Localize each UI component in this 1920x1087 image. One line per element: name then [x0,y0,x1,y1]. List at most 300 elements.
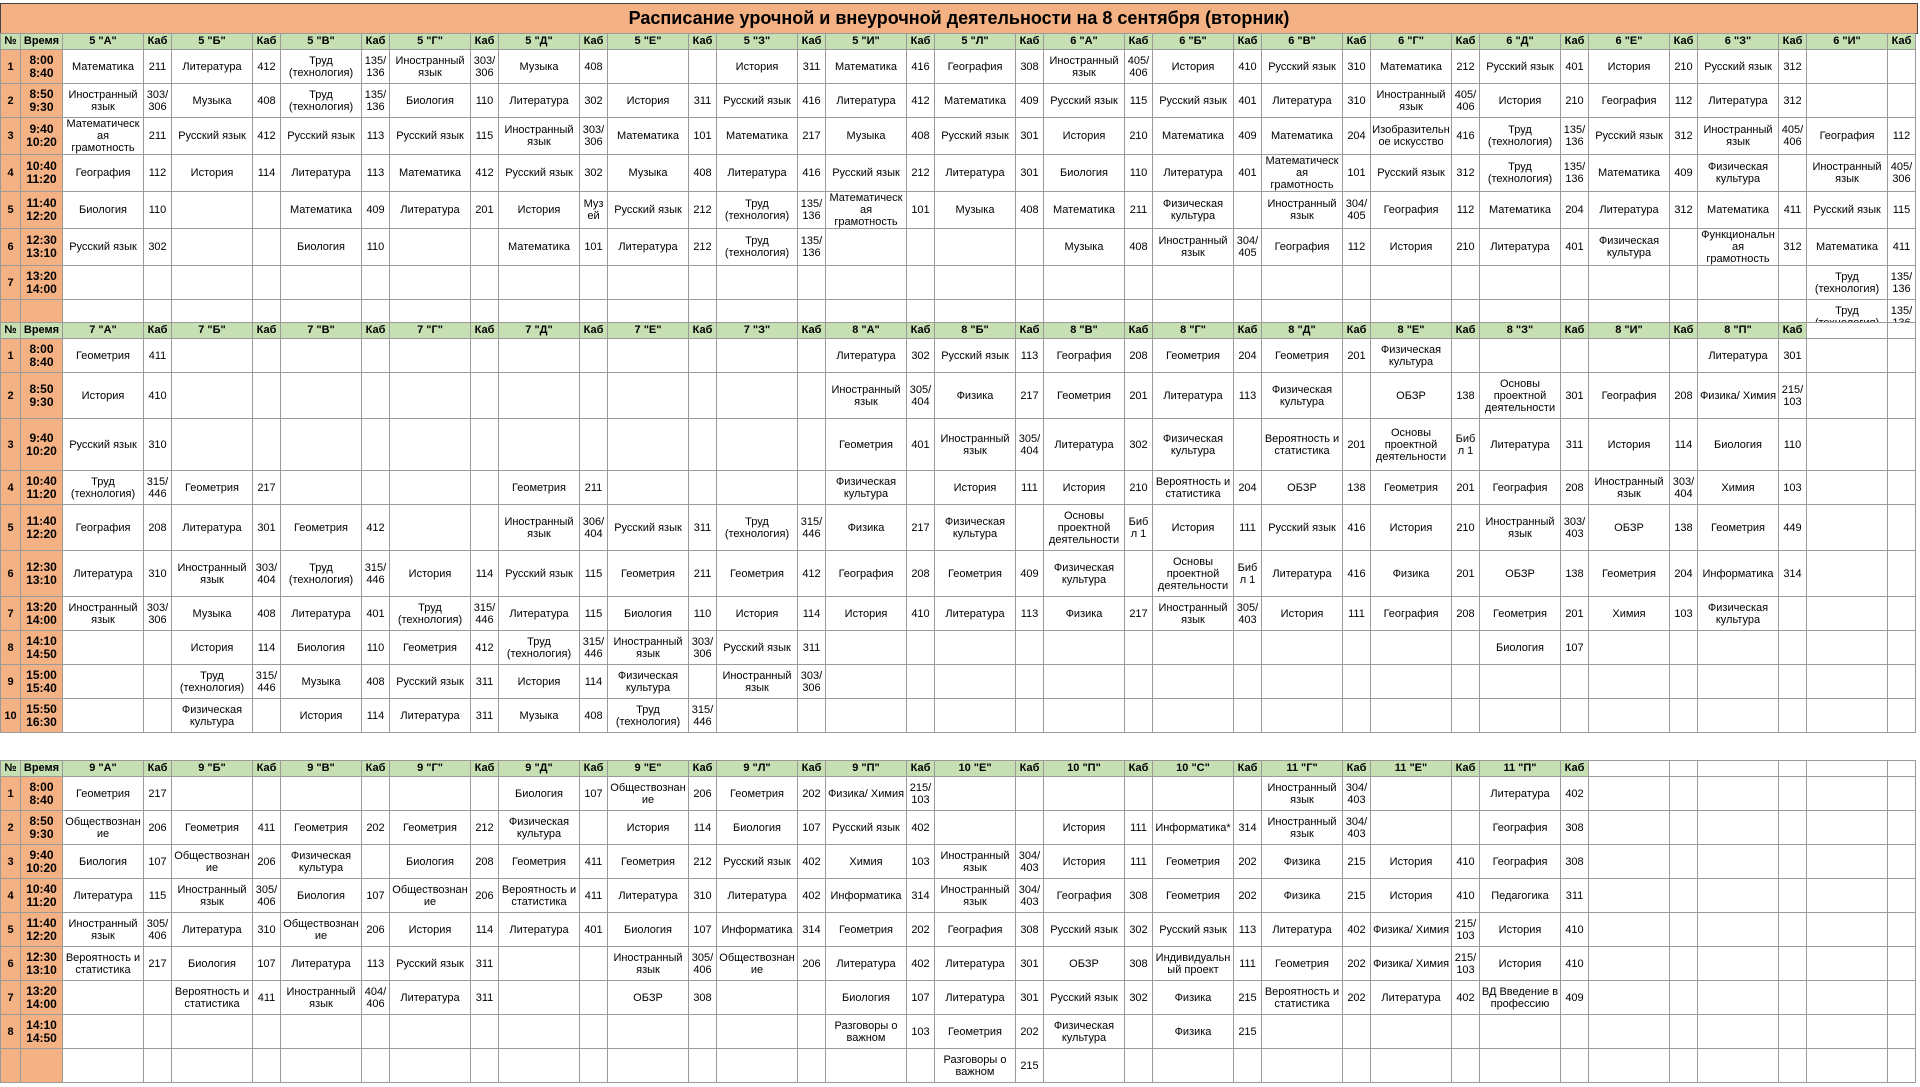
subject-cell[interactable]: Изобразительное искусство [1371,118,1452,155]
room-cell[interactable] [1234,631,1262,665]
subject-cell[interactable]: Литература [172,913,253,947]
subject-cell[interactable] [281,1049,362,1083]
room-cell[interactable]: 206 [471,879,499,913]
room-cell[interactable] [471,373,499,419]
room-cell[interactable]: 301 [1016,155,1044,192]
room-cell[interactable] [1016,777,1044,811]
room-cell[interactable] [580,339,608,373]
room-cell[interactable]: 107 [798,811,826,845]
room-cell[interactable]: 202 [1234,845,1262,879]
subject-cell[interactable] [1589,665,1670,699]
subject-cell[interactable] [281,373,362,419]
room-cell[interactable] [1234,699,1262,733]
subject-cell[interactable] [1371,631,1452,665]
room-cell[interactable] [1016,229,1044,266]
room-cell[interactable]: 411 [253,811,281,845]
subject-cell[interactable] [1371,699,1452,733]
room-cell[interactable] [1016,665,1044,699]
subject-cell[interactable]: Математика [63,50,144,84]
room-cell[interactable]: 301 [1779,339,1807,373]
room-cell[interactable]: 138 [1343,471,1371,505]
room-cell[interactable]: 402 [907,947,935,981]
room-cell[interactable] [144,266,172,300]
room-cell[interactable] [144,981,172,1015]
room-cell[interactable]: 305/ 403 [1234,597,1262,631]
room-cell[interactable]: 112 [1452,192,1480,229]
room-cell[interactable]: 311 [798,50,826,84]
room-cell[interactable]: 211 [689,551,717,597]
empty-cell[interactable] [1888,913,1916,947]
subject-cell[interactable] [172,229,253,266]
subject-cell[interactable]: Физика/ Химия [1698,373,1779,419]
room-cell[interactable]: 115 [580,551,608,597]
room-cell[interactable] [1343,665,1371,699]
subject-cell[interactable] [1807,50,1888,84]
room-cell[interactable]: 304/ 405 [1234,229,1262,266]
subject-cell[interactable]: Биология [172,947,253,981]
empty-cell[interactable] [1807,505,1888,551]
subject-cell[interactable]: Труд (технология) [281,50,362,84]
room-cell[interactable]: 308 [1016,913,1044,947]
room-cell[interactable]: 212 [471,811,499,845]
room-cell[interactable]: 201 [1452,551,1480,597]
subject-cell[interactable] [1262,1049,1343,1083]
subject-cell[interactable]: Функциональная грамотность [1698,229,1779,266]
subject-cell[interactable]: Геометрия [717,777,798,811]
subject-cell[interactable]: Физическая культура [608,665,689,699]
subject-cell[interactable]: Математика [390,155,471,192]
subject-cell[interactable]: Литература [499,913,580,947]
subject-cell[interactable]: Русский язык [1153,84,1234,118]
subject-cell[interactable]: Обществознание [608,777,689,811]
subject-cell[interactable]: Русский язык [1371,155,1452,192]
room-cell[interactable]: 110 [471,84,499,118]
subject-cell[interactable] [935,699,1016,733]
subject-cell[interactable]: ОБЗР [1262,471,1343,505]
room-cell[interactable]: 311 [471,665,499,699]
subject-cell[interactable]: Разговоры о важном [935,1049,1016,1083]
room-cell[interactable]: 411 [1779,192,1807,229]
empty-cell[interactable] [1807,845,1888,879]
subject-cell[interactable]: Биология [826,981,907,1015]
subject-cell[interactable] [717,1015,798,1049]
room-cell[interactable]: 202 [1343,947,1371,981]
subject-cell[interactable] [1262,266,1343,300]
room-cell[interactable]: 308 [1125,947,1153,981]
room-cell[interactable]: 208 [907,551,935,597]
subject-cell[interactable]: Биология [717,811,798,845]
subject-cell[interactable] [1807,84,1888,118]
subject-cell[interactable] [499,373,580,419]
room-cell[interactable]: 113 [362,118,390,155]
subject-cell[interactable]: Физика [1262,845,1343,879]
subject-cell[interactable]: История [172,631,253,665]
room-cell[interactable] [253,1015,281,1049]
subject-cell[interactable]: Иностранный язык [717,665,798,699]
room-cell[interactable] [1779,665,1807,699]
room-cell[interactable]: 204 [1343,118,1371,155]
subject-cell[interactable]: Иностранный язык [63,913,144,947]
subject-cell[interactable]: Геометрия [172,811,253,845]
subject-cell[interactable]: Литература [172,50,253,84]
empty-cell[interactable] [1888,631,1916,665]
room-cell[interactable] [471,777,499,811]
subject-cell[interactable]: Основы проектной деятельности [1044,505,1125,551]
subject-cell[interactable]: Литература [608,229,689,266]
room-cell[interactable] [1779,266,1807,300]
subject-cell[interactable]: ОБЗР [608,981,689,1015]
subject-cell[interactable]: Педагогика [1480,879,1561,913]
room-cell[interactable]: 408 [1016,192,1044,229]
room-cell[interactable]: 311 [1561,879,1589,913]
subject-cell[interactable]: Геометрия [608,845,689,879]
subject-cell[interactable] [1262,631,1343,665]
subject-cell[interactable]: Русский язык [499,551,580,597]
subject-cell[interactable] [1480,1015,1561,1049]
room-cell[interactable]: 107 [362,879,390,913]
room-cell[interactable]: 410 [1561,913,1589,947]
subject-cell[interactable]: Обществознание [63,811,144,845]
subject-cell[interactable]: Математика [1480,192,1561,229]
empty-cell[interactable] [1888,811,1916,845]
room-cell[interactable] [253,229,281,266]
subject-cell[interactable]: Вероятность и статистика [63,947,144,981]
room-cell[interactable] [689,373,717,419]
empty-cell[interactable] [1807,947,1888,981]
room-cell[interactable]: 408 [362,665,390,699]
subject-cell[interactable]: История [717,50,798,84]
room-cell[interactable]: 114 [580,665,608,699]
room-cell[interactable] [1779,699,1807,733]
empty-cell[interactable] [1807,981,1888,1015]
room-cell[interactable]: 206 [253,845,281,879]
empty-cell[interactable] [1589,981,1670,1015]
subject-cell[interactable]: Иностранный язык [499,505,580,551]
room-cell[interactable]: 303/ 306 [144,597,172,631]
room-cell[interactable] [798,981,826,1015]
room-cell[interactable] [1452,665,1480,699]
subject-cell[interactable]: Математика [826,50,907,84]
subject-cell[interactable]: География [63,155,144,192]
subject-cell[interactable]: История [499,665,580,699]
subject-cell[interactable]: Геометрия [1153,879,1234,913]
subject-cell[interactable]: История [1480,84,1561,118]
room-cell[interactable]: 304/ 403 [1343,811,1371,845]
room-cell[interactable]: 416 [1343,551,1371,597]
room-cell[interactable] [253,266,281,300]
room-cell[interactable]: 308 [689,981,717,1015]
empty-cell[interactable] [1807,471,1888,505]
subject-cell[interactable]: Музыка [608,155,689,192]
subject-cell[interactable]: Биология [1480,631,1561,665]
subject-cell[interactable]: История [1044,118,1125,155]
empty-cell[interactable] [1807,597,1888,631]
room-cell[interactable] [1452,811,1480,845]
room-cell[interactable]: 305/ 404 [907,373,935,419]
subject-cell[interactable]: Математика [1371,50,1452,84]
subject-cell[interactable] [1153,699,1234,733]
room-cell[interactable]: 402 [1561,777,1589,811]
subject-cell[interactable]: Русский язык [935,118,1016,155]
subject-cell[interactable]: История [63,373,144,419]
room-cell[interactable]: 215 [1234,1015,1262,1049]
room-cell[interactable]: 217 [144,947,172,981]
room-cell[interactable]: 315/ 446 [580,631,608,665]
room-cell[interactable]: 201 [1561,597,1589,631]
subject-cell[interactable]: Труд (технология) [1480,155,1561,192]
empty-cell[interactable] [1888,339,1916,373]
room-cell[interactable] [1125,631,1153,665]
subject-cell[interactable]: Иностранный язык [1262,192,1343,229]
subject-cell[interactable]: Литература [608,879,689,913]
room-cell[interactable] [580,1015,608,1049]
subject-cell[interactable] [390,471,471,505]
room-cell[interactable]: 215/ 103 [1779,373,1807,419]
room-cell[interactable] [580,1049,608,1083]
subject-cell[interactable]: Иностранный язык [281,981,362,1015]
room-cell[interactable]: 138 [1452,373,1480,419]
room-cell[interactable]: 416 [798,155,826,192]
subject-cell[interactable]: Математика [1807,229,1888,266]
room-cell[interactable]: 411 [253,981,281,1015]
subject-cell[interactable]: География [1589,84,1670,118]
subject-cell[interactable]: История [1589,50,1670,84]
subject-cell[interactable] [1262,665,1343,699]
subject-cell[interactable] [1698,631,1779,665]
subject-cell[interactable]: Геометрия [1589,551,1670,597]
subject-cell[interactable]: Музыка [499,50,580,84]
empty-cell[interactable] [1698,879,1779,913]
room-cell[interactable]: 110 [144,192,172,229]
room-cell[interactable]: 305/ 406 [689,947,717,981]
room-cell[interactable] [253,419,281,471]
subject-cell[interactable]: Русский язык [1698,50,1779,84]
room-cell[interactable] [798,699,826,733]
room-cell[interactable]: 401 [362,597,390,631]
subject-cell[interactable]: Биология [608,597,689,631]
empty-cell[interactable] [1888,845,1916,879]
subject-cell[interactable]: Геометрия [826,419,907,471]
subject-cell[interactable] [499,981,580,1015]
room-cell[interactable]: 401 [1234,155,1262,192]
room-cell[interactable] [689,471,717,505]
subject-cell[interactable]: Геометрия [281,505,362,551]
room-cell[interactable]: 101 [580,229,608,266]
subject-cell[interactable] [390,1015,471,1049]
room-cell[interactable]: 304/ 405 [1343,192,1371,229]
room-cell[interactable] [798,339,826,373]
room-cell[interactable]: 310 [689,879,717,913]
subject-cell[interactable]: Музыка [935,192,1016,229]
subject-cell[interactable] [172,192,253,229]
room-cell[interactable] [1016,699,1044,733]
subject-cell[interactable]: Биология [499,777,580,811]
room-cell[interactable]: 212 [689,845,717,879]
room-cell[interactable] [1234,777,1262,811]
room-cell[interactable] [144,699,172,733]
subject-cell[interactable]: География [826,551,907,597]
subject-cell[interactable]: Вероятность и статистика [1262,981,1343,1015]
room-cell[interactable] [1452,1015,1480,1049]
subject-cell[interactable] [717,471,798,505]
room-cell[interactable] [253,192,281,229]
room-cell[interactable]: 114 [798,597,826,631]
subject-cell[interactable]: История [1589,419,1670,471]
subject-cell[interactable] [1153,665,1234,699]
subject-cell[interactable] [826,266,907,300]
subject-cell[interactable]: Литература [499,84,580,118]
room-cell[interactable] [1561,665,1589,699]
room-cell[interactable]: 211 [144,50,172,84]
room-cell[interactable] [144,1015,172,1049]
room-cell[interactable]: 115 [580,597,608,631]
room-cell[interactable]: 315/ 446 [253,665,281,699]
room-cell[interactable]: 410 [1452,879,1480,913]
subject-cell[interactable]: Иностранный язык [608,631,689,665]
room-cell[interactable]: 204 [1234,339,1262,373]
empty-cell[interactable] [1807,551,1888,597]
room-cell[interactable]: 114 [253,631,281,665]
room-cell[interactable] [1234,665,1262,699]
subject-cell[interactable]: География [1807,118,1888,155]
empty-cell[interactable] [1779,913,1807,947]
room-cell[interactable]: 301 [1561,373,1589,419]
subject-cell[interactable]: Химия [826,845,907,879]
subject-cell[interactable] [608,266,689,300]
subject-cell[interactable]: Физическая культура [281,845,362,879]
room-cell[interactable] [362,845,390,879]
subject-cell[interactable] [499,947,580,981]
room-cell[interactable]: 206 [362,913,390,947]
room-cell[interactable]: 114 [471,551,499,597]
subject-cell[interactable]: Физика [1371,551,1452,597]
subject-cell[interactable]: Русский язык [172,118,253,155]
subject-cell[interactable]: Основы проектной деятельности [1371,419,1452,471]
room-cell[interactable]: 408 [1125,229,1153,266]
room-cell[interactable] [1779,155,1807,192]
empty-cell[interactable] [1670,777,1698,811]
room-cell[interactable]: 114 [253,155,281,192]
subject-cell[interactable] [1480,266,1561,300]
subject-cell[interactable]: Труд (технология) [717,192,798,229]
room-cell[interactable]: 103 [907,1015,935,1049]
room-cell[interactable] [1125,665,1153,699]
room-cell[interactable]: 303/ 404 [1670,471,1698,505]
empty-cell[interactable] [1807,699,1888,733]
subject-cell[interactable]: Информатика [826,879,907,913]
subject-cell[interactable]: Русский язык [1044,913,1125,947]
room-cell[interactable] [362,339,390,373]
room-cell[interactable] [907,699,935,733]
subject-cell[interactable]: Геометрия [1480,597,1561,631]
room-cell[interactable] [1234,266,1262,300]
subject-cell[interactable]: Литература [281,597,362,631]
subject-cell[interactable]: Литература [826,947,907,981]
subject-cell[interactable]: Русский язык [1480,50,1561,84]
room-cell[interactable]: 111 [1125,811,1153,845]
subject-cell[interactable] [1698,699,1779,733]
room-cell[interactable]: 211 [580,471,608,505]
room-cell[interactable] [907,1049,935,1083]
room-cell[interactable]: 138 [1670,505,1698,551]
room-cell[interactable] [580,419,608,471]
empty-cell[interactable] [1888,419,1916,471]
subject-cell[interactable] [1371,665,1452,699]
room-cell[interactable]: 302 [907,339,935,373]
room-cell[interactable]: 113 [362,155,390,192]
empty-cell[interactable] [1779,1049,1807,1083]
subject-cell[interactable]: Геометрия [1262,339,1343,373]
room-cell[interactable] [798,266,826,300]
subject-cell[interactable] [390,1049,471,1083]
empty-cell[interactable] [1779,845,1807,879]
subject-cell[interactable]: Литература [1698,84,1779,118]
room-cell[interactable]: 311 [1561,419,1589,471]
room-cell[interactable] [798,1049,826,1083]
subject-cell[interactable]: Математика [499,229,580,266]
room-cell[interactable]: 201 [1343,339,1371,373]
room-cell[interactable] [471,1015,499,1049]
room-cell[interactable] [580,811,608,845]
subject-cell[interactable]: Литература [1589,192,1670,229]
room-cell[interactable]: 405/ 406 [1452,84,1480,118]
subject-cell[interactable]: Физика [1262,879,1343,913]
room-cell[interactable]: 115 [1888,192,1916,229]
room-cell[interactable] [1670,266,1698,300]
room-cell[interactable] [1343,266,1371,300]
subject-cell[interactable] [935,811,1016,845]
room-cell[interactable] [689,1015,717,1049]
subject-cell[interactable]: История [1480,947,1561,981]
room-cell[interactable]: 311 [689,505,717,551]
room-cell[interactable] [362,777,390,811]
empty-cell[interactable] [1589,947,1670,981]
room-cell[interactable] [362,1015,390,1049]
subject-cell[interactable]: Математическая грамотность [63,118,144,155]
subject-cell[interactable]: Геометрия [390,811,471,845]
subject-cell[interactable] [281,419,362,471]
empty-cell[interactable] [1807,777,1888,811]
subject-cell[interactable]: История [1371,505,1452,551]
empty-cell[interactable] [1888,597,1916,631]
subject-cell[interactable]: Литература [390,192,471,229]
subject-cell[interactable]: Литература [826,84,907,118]
room-cell[interactable] [689,266,717,300]
room-cell[interactable]: 304/ 403 [1343,777,1371,811]
empty-cell[interactable] [1670,947,1698,981]
subject-cell[interactable]: Вероятность и статистика [1262,419,1343,471]
room-cell[interactable]: 314 [907,879,935,913]
room-cell[interactable] [1125,266,1153,300]
room-cell[interactable]: 303/ 306 [689,631,717,665]
subject-cell[interactable] [390,777,471,811]
empty-cell[interactable] [1589,1049,1670,1083]
subject-cell[interactable]: Иностранный язык [63,597,144,631]
subject-cell[interactable]: Обществознание [281,913,362,947]
room-cell[interactable]: 111 [1234,947,1262,981]
room-cell[interactable]: 103 [1670,597,1698,631]
room-cell[interactable] [1343,373,1371,419]
room-cell[interactable] [1779,631,1807,665]
room-cell[interactable]: 410 [1234,50,1262,84]
room-cell[interactable] [1125,699,1153,733]
room-cell[interactable]: 217 [253,471,281,505]
subject-cell[interactable] [63,1015,144,1049]
room-cell[interactable] [798,373,826,419]
subject-cell[interactable]: Физика [826,505,907,551]
room-cell[interactable]: 210 [1125,471,1153,505]
room-cell[interactable]: 308 [1016,50,1044,84]
